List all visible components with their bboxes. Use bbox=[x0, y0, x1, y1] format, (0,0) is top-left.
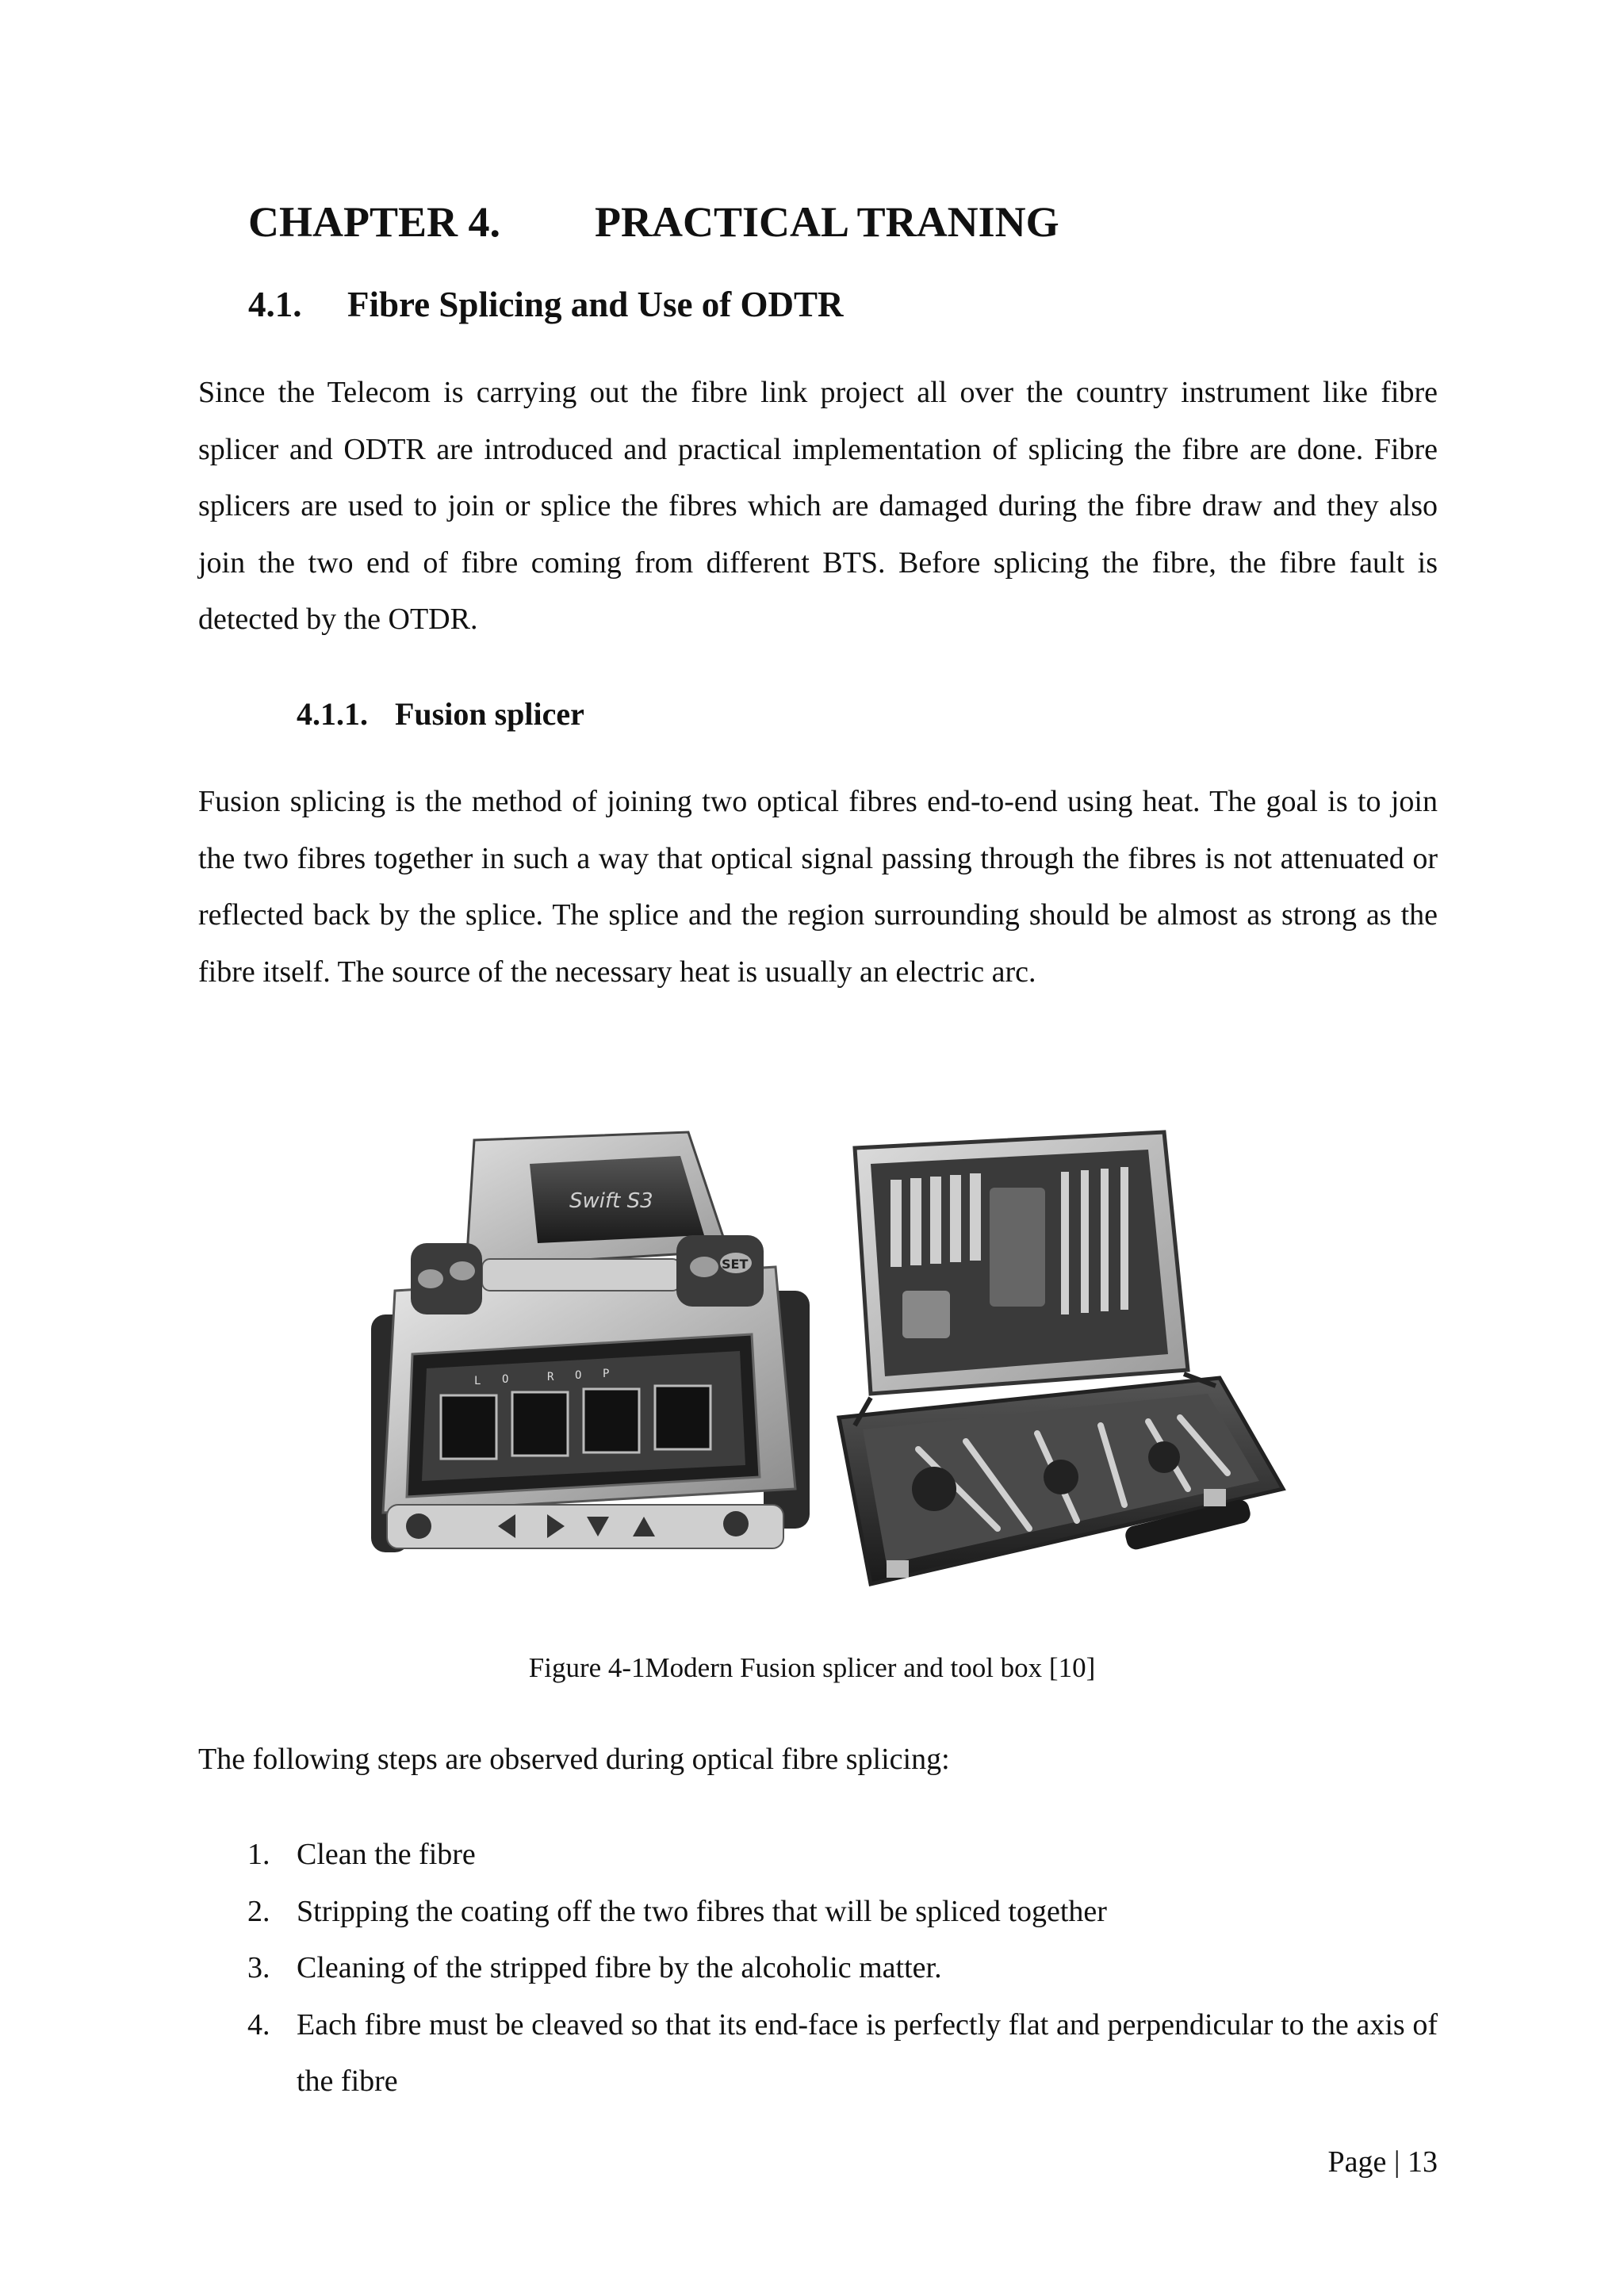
screen-label-3: R bbox=[547, 1371, 554, 1383]
section-heading bbox=[248, 282, 844, 327]
list-item bbox=[198, 1997, 1438, 2110]
tool-box-image bbox=[839, 1132, 1283, 1584]
figure-splicer-toolbox bbox=[363, 1116, 1296, 1592]
chapter-heading bbox=[248, 197, 1059, 247]
steps-list bbox=[198, 1827, 1438, 2110]
step-number: 1. bbox=[247, 1838, 270, 1871]
step-number: 4. bbox=[247, 2007, 270, 2042]
subsection-heading bbox=[297, 695, 584, 734]
set-button-label: SET bbox=[722, 1257, 749, 1272]
screen-label-4: O bbox=[575, 1369, 582, 1382]
screen-label-1: L bbox=[474, 1375, 481, 1387]
step-number: 2. bbox=[247, 1894, 270, 1928]
fusion-splicer-image bbox=[371, 1132, 815, 1552]
subsection-number: 4.1.1. bbox=[297, 696, 368, 732]
intro-paragraph: Since the Telecom is carrying out the fibre link project all over the country instrument like fibre splicer and ODTR are introduced and practical implementation of splicing the fibre are done. Fibre splicers are used to join or splice the fibres which are damaged during the fibre draw and they also join the two end of fibre coming from different BTS. Before splicing the fibre, the fibre fault is detected by the OTDR. bbox=[198, 376, 1438, 636]
chapter-number: CHAPTER 4. bbox=[248, 198, 501, 246]
step-text: Clean the fibre bbox=[297, 1838, 476, 1871]
screen-label-5: P bbox=[603, 1368, 610, 1380]
screen-label-2: O bbox=[502, 1373, 509, 1386]
step-number: 3. bbox=[247, 1951, 270, 1984]
figure-illustration bbox=[363, 1116, 1296, 1592]
chapter-title: PRACTICAL TRANING bbox=[595, 198, 1059, 246]
list-item bbox=[198, 1884, 1438, 1941]
page-number: Page | 13 bbox=[1327, 2145, 1438, 2179]
list-item bbox=[198, 1827, 1438, 1884]
steps-intro: The following steps are observed during optical fibre splicing: bbox=[198, 1743, 950, 1776]
device-brand-label: Swift S3 bbox=[569, 1189, 653, 1213]
figure-caption: Figure 4-1Modern Fusion splicer and tool box [10] bbox=[528, 1652, 1096, 1683]
section-number: 4.1. bbox=[248, 285, 302, 324]
step-text: Each fibre must be cleaved so that its end-face is perfectly flat and perpendicular to the axis of the fibre bbox=[297, 2007, 1438, 2098]
step-text: Cleaning of the stripped fibre by the alcoholic matter. bbox=[297, 1951, 942, 1984]
section-title: Fibre Splicing and Use of ODTR bbox=[347, 285, 844, 324]
step-text: Stripping the coating off the two fibres that will be spliced together bbox=[297, 1894, 1107, 1928]
list-item bbox=[198, 1940, 1438, 1997]
fusion-paragraph: Fusion splicing is the method of joining two optical fibres end-to-end using heat. The goal is to join the two fibres together in such a way that optical signal passing through the fibres is not attenuated or reflected back by the splice. The splice and the region surrounding should be almost as strong as the fibre itself. The source of the necessary heat is usually an electric arc. bbox=[198, 785, 1438, 989]
subsection-title: Fusion splicer bbox=[395, 696, 584, 732]
